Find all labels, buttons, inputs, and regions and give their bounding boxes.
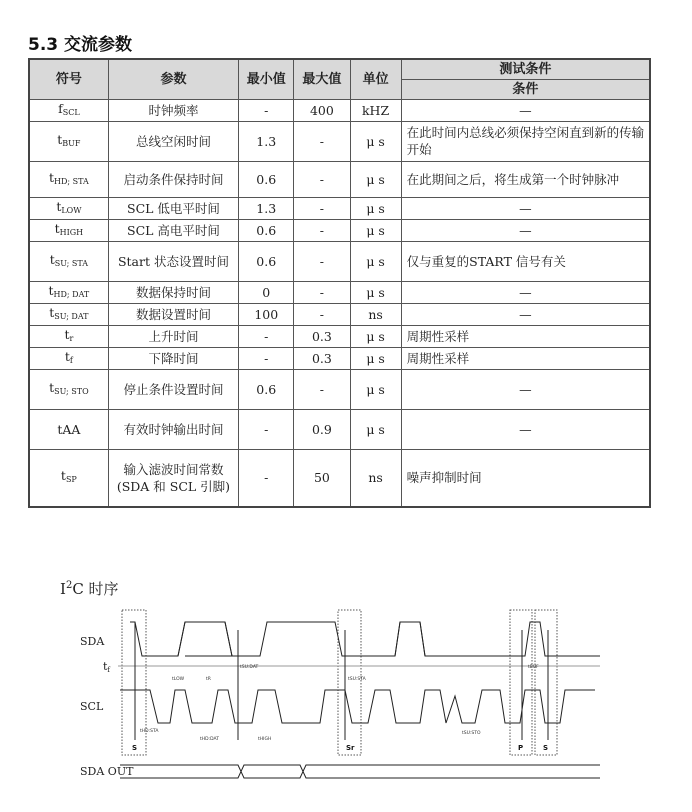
min-cell: - bbox=[239, 325, 294, 347]
param-cell: SCL 低电平时间 bbox=[108, 197, 238, 219]
unit-cell: μ s bbox=[350, 281, 401, 303]
symbol-cell: $t_{SU; STO}$ bbox=[29, 369, 108, 409]
max-cell: - bbox=[294, 197, 350, 219]
max-cell: 0.3 bbox=[294, 347, 350, 369]
unit-cell: μ s bbox=[350, 219, 401, 241]
ac-parameter-table bbox=[28, 58, 651, 508]
t-low-label: tLOW bbox=[172, 677, 185, 682]
section-title: 5.3 交流参数 bbox=[28, 35, 133, 55]
min-cell: - bbox=[239, 347, 294, 369]
table-row bbox=[29, 449, 650, 507]
max-cell: - bbox=[294, 121, 350, 161]
t-high-label: tHIGH bbox=[258, 737, 272, 742]
table-row bbox=[29, 219, 650, 241]
max-cell: - bbox=[294, 281, 350, 303]
param-cell: SCL 高电平时间 bbox=[108, 219, 238, 241]
symbol-cell: tAA bbox=[29, 409, 108, 449]
unit-cell: μ s bbox=[350, 347, 401, 369]
t-su-sto-label: tSU:STO bbox=[462, 731, 481, 736]
min-cell: 0.6 bbox=[239, 241, 294, 281]
scl-waveform bbox=[120, 690, 595, 723]
unit-cell: μ s bbox=[350, 241, 401, 281]
symbol-cell: $t_{SU; DAT}$ bbox=[29, 303, 108, 325]
max-cell: 50 bbox=[294, 449, 350, 507]
max-cell: - bbox=[294, 161, 350, 197]
condition-cell: 周期性采样 bbox=[401, 325, 650, 347]
param-cell: 停止条件设置时间 bbox=[108, 369, 238, 409]
repeated-start-marker: Sr bbox=[346, 744, 355, 752]
t-su-dat-label: tSU:DAT bbox=[240, 665, 259, 670]
param-cell: 数据保持时间 bbox=[108, 281, 238, 303]
max-cell: - bbox=[294, 369, 350, 409]
table-row bbox=[29, 281, 650, 303]
condition-cell: — bbox=[401, 219, 650, 241]
header-min: 最小值 bbox=[239, 59, 294, 99]
condition-cell: 仅与重复的START 信号有关 bbox=[401, 241, 650, 281]
table-row bbox=[29, 303, 650, 325]
sda-out-label: SDA OUT bbox=[80, 765, 134, 778]
header-symbol: 符号 bbox=[29, 59, 108, 99]
repeated-start-box bbox=[338, 610, 361, 755]
t-hd-sta-label: tHD:STA bbox=[140, 729, 159, 734]
param-cell: 下降时间 bbox=[108, 347, 238, 369]
condition-cell: — bbox=[401, 303, 650, 325]
t-r-label: tR bbox=[206, 677, 211, 682]
table-row bbox=[29, 325, 650, 347]
t-buf-label: tBUF bbox=[528, 665, 539, 670]
symbol-cell: $t_r$ bbox=[29, 325, 108, 347]
start2-marker: S bbox=[543, 744, 549, 752]
condition-cell: 在此期间之后，将生成第一个时钟脉冲 bbox=[401, 161, 650, 197]
condition-cell: 周期性采样 bbox=[401, 347, 650, 369]
unit-cell: μ s bbox=[350, 197, 401, 219]
min-cell: - bbox=[239, 99, 294, 121]
condition-cell: 噪声抑制时间 bbox=[401, 449, 650, 507]
sda-waveform bbox=[130, 622, 600, 656]
table-row bbox=[29, 409, 650, 449]
table-row bbox=[29, 197, 650, 219]
condition-cell: — bbox=[401, 281, 650, 303]
unit-cell: kHZ bbox=[350, 99, 401, 121]
symbol-cell: $t_{BUF}$ bbox=[29, 121, 108, 161]
condition-cell: — bbox=[401, 99, 650, 121]
symbol-cell: $t_{SU; STA}$ bbox=[29, 241, 108, 281]
param-cell: 时钟频率 bbox=[108, 99, 238, 121]
unit-cell: μ s bbox=[350, 121, 401, 161]
min-cell: 100 bbox=[239, 303, 294, 325]
t-hd-dat-label: tHD:DAT bbox=[200, 737, 219, 742]
symbol-cell: $t_{SP}$ bbox=[29, 449, 108, 507]
table-row bbox=[29, 99, 650, 121]
param-cell: 启动条件保持时间 bbox=[108, 161, 238, 197]
sda-label: SDA bbox=[80, 635, 105, 648]
min-cell: - bbox=[239, 409, 294, 449]
table-row bbox=[29, 369, 650, 409]
param-cell: 有效时钟输出时间 bbox=[108, 409, 238, 449]
sda-waveform-low bbox=[178, 622, 425, 656]
unit-cell: ns bbox=[350, 449, 401, 507]
symbol-cell: $t_{HD; STA}$ bbox=[29, 161, 108, 197]
symbol-cell: $f_{SCL}$ bbox=[29, 99, 108, 121]
min-cell: 0.6 bbox=[239, 369, 294, 409]
unit-cell: μ s bbox=[350, 369, 401, 409]
unit-cell: μ s bbox=[350, 325, 401, 347]
start-marker: S bbox=[132, 744, 138, 752]
max-cell: - bbox=[294, 241, 350, 281]
min-cell: 1.3 bbox=[239, 197, 294, 219]
unit-cell: μ s bbox=[350, 161, 401, 197]
max-cell: 0.3 bbox=[294, 325, 350, 347]
condition-cell: — bbox=[401, 197, 650, 219]
condition-cell: 在此时间内总线必须保持空闲直到新的传输开始 bbox=[401, 121, 650, 161]
min-cell: - bbox=[239, 449, 294, 507]
min-cell: 1.3 bbox=[239, 121, 294, 161]
unit-cell: μ s bbox=[350, 409, 401, 449]
symbol-cell: $t_{HD; DAT}$ bbox=[29, 281, 108, 303]
t-su-sta-label: tSU:STA bbox=[348, 677, 366, 682]
symbol-cell: $t_f$ bbox=[29, 347, 108, 369]
header-param: 参数 bbox=[108, 59, 238, 99]
max-cell: - bbox=[294, 219, 350, 241]
diagram-title: $I^2C$ 时序 bbox=[60, 580, 119, 598]
table-body bbox=[29, 99, 650, 507]
tf-label: tf bbox=[103, 660, 111, 674]
param-cell: 数据设置时间 bbox=[108, 303, 238, 325]
header-condition: 条件 bbox=[401, 79, 650, 99]
param-cell: 上升时间 bbox=[108, 325, 238, 347]
symbol-cell: $t_{HIGH}$ bbox=[29, 219, 108, 241]
header-test-condition: 测试条件 bbox=[401, 59, 650, 79]
header-unit: 单位 bbox=[350, 59, 401, 99]
i2c-timing-diagram bbox=[0, 600, 692, 812]
sda-out-waveform bbox=[120, 765, 600, 778]
unit-cell: ns bbox=[350, 303, 401, 325]
param-cell: 总线空闲时间 bbox=[108, 121, 238, 161]
max-cell: 0.9 bbox=[294, 409, 350, 449]
max-cell: - bbox=[294, 303, 350, 325]
min-cell: 0.6 bbox=[239, 219, 294, 241]
condition-cell: — bbox=[401, 409, 650, 449]
condition-cell: — bbox=[401, 369, 650, 409]
table-row bbox=[29, 161, 650, 197]
scl-label: SCL bbox=[80, 700, 104, 713]
table-row bbox=[29, 121, 650, 161]
param-cell: Start 状态设置时间 bbox=[108, 241, 238, 281]
start2-box bbox=[535, 610, 557, 755]
symbol-cell: $t_{LOW}$ bbox=[29, 197, 108, 219]
header-max: 最大值 bbox=[294, 59, 350, 99]
max-cell: 400 bbox=[294, 99, 350, 121]
table-row bbox=[29, 347, 650, 369]
table-row bbox=[29, 241, 650, 281]
param-cell: 输入滤波时间常数(SDA 和 SCL 引脚) bbox=[108, 449, 238, 507]
min-cell: 0 bbox=[239, 281, 294, 303]
min-cell: 0.6 bbox=[239, 161, 294, 197]
stop-marker: P bbox=[518, 744, 524, 752]
